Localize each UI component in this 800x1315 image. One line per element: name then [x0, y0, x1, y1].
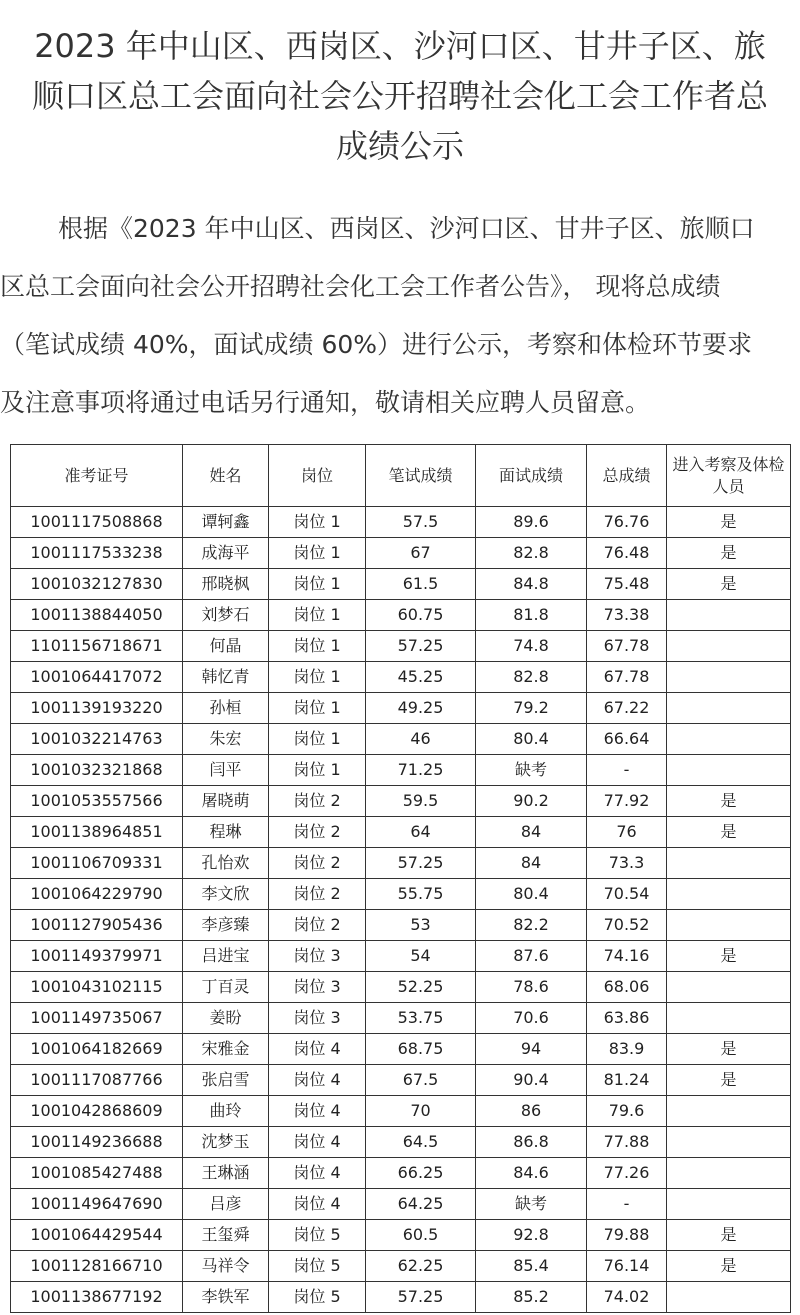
cell-exam-number: 1001085427488	[11, 1158, 183, 1189]
cell-exam-number: 1001149735067	[11, 1003, 183, 1034]
table-row	[11, 755, 791, 786]
cell-name: 张启雪	[183, 1065, 269, 1096]
paragraph-line: 区总工会面向社会公开招聘社会化工会工作者公告》， 现将总成绩	[0, 272, 721, 301]
cell-exam-number: 1001139193220	[11, 693, 183, 724]
cell-selected	[667, 600, 791, 631]
cell-position: 岗位 3	[269, 972, 366, 1003]
cell-position: 岗位 1	[269, 538, 366, 569]
cell-position: 岗位 3	[269, 1003, 366, 1034]
cell-name: 姜盼	[183, 1003, 269, 1034]
cell-total-score: 79.6	[587, 1096, 667, 1127]
cell-written-score: 45.25	[366, 662, 476, 693]
cell-interview-score: 82.8	[476, 662, 587, 693]
cell-interview-score: 82.2	[476, 910, 587, 941]
cell-name: 宋雅金	[183, 1034, 269, 1065]
cell-interview-score: 80.4	[476, 879, 587, 910]
cell-selected	[667, 972, 791, 1003]
cell-selected: 是	[667, 941, 791, 972]
cell-total-score: 68.06	[587, 972, 667, 1003]
cell-name: 何晶	[183, 631, 269, 662]
cell-total-score: 67.22	[587, 693, 667, 724]
title-line: 2023 年中山区、西岗区、沙河口区、甘井子区、旅	[34, 27, 766, 66]
cell-position: 岗位 4	[269, 1034, 366, 1065]
cell-written-score: 70	[366, 1096, 476, 1127]
cell-written-score: 49.25	[366, 693, 476, 724]
cell-position: 岗位 4	[269, 1065, 366, 1096]
cell-position: 岗位 1	[269, 755, 366, 786]
cell-written-score: 61.5	[366, 569, 476, 600]
cell-interview-score: 78.6	[476, 972, 587, 1003]
cell-position: 岗位 4	[269, 1189, 366, 1220]
table-row	[11, 631, 791, 662]
cell-total-score: 81.24	[587, 1065, 667, 1096]
cell-written-score: 66.25	[366, 1158, 476, 1189]
cell-position: 岗位 1	[269, 662, 366, 693]
document-title	[0, 21, 800, 171]
table-row	[11, 724, 791, 755]
cell-name: 吕进宝	[183, 941, 269, 972]
table-row	[11, 848, 791, 879]
table-body	[11, 507, 791, 1313]
cell-selected	[667, 1096, 791, 1127]
cell-written-score: 54	[366, 941, 476, 972]
intro-paragraph	[0, 200, 800, 432]
cell-position: 岗位 4	[269, 1096, 366, 1127]
cell-total-score: 76.14	[587, 1251, 667, 1282]
cell-selected: 是	[667, 817, 791, 848]
cell-interview-score: 86.8	[476, 1127, 587, 1158]
header-selected: 进入考察及体检人员	[667, 445, 791, 507]
cell-selected	[667, 1282, 791, 1313]
cell-exam-number: 1001043102115	[11, 972, 183, 1003]
cell-written-score: 57.25	[366, 1282, 476, 1313]
title-line: 顺口区总工会面向社会公开招聘社会化工会工作者总	[31, 77, 768, 116]
cell-interview-score: 缺考	[476, 1189, 587, 1220]
cell-name: 吕彦	[183, 1189, 269, 1220]
cell-interview-score: 94	[476, 1034, 587, 1065]
cell-selected	[667, 1189, 791, 1220]
cell-interview-score: 81.8	[476, 600, 587, 631]
cell-total-score: 74.16	[587, 941, 667, 972]
cell-interview-score: 86	[476, 1096, 587, 1127]
cell-total-score: 76	[587, 817, 667, 848]
table-row	[11, 507, 791, 538]
cell-interview-score: 85.4	[476, 1251, 587, 1282]
table-row	[11, 817, 791, 848]
cell-position: 岗位 5	[269, 1282, 366, 1313]
cell-written-score: 52.25	[366, 972, 476, 1003]
cell-selected	[667, 1127, 791, 1158]
cell-selected	[667, 910, 791, 941]
cell-selected	[667, 755, 791, 786]
header-position: 岗位	[269, 445, 366, 507]
cell-position: 岗位 4	[269, 1158, 366, 1189]
cell-interview-score: 84.8	[476, 569, 587, 600]
cell-selected: 是	[667, 1220, 791, 1251]
cell-written-score: 67	[366, 538, 476, 569]
cell-selected: 是	[667, 1251, 791, 1282]
table-row	[11, 786, 791, 817]
cell-name: 成海平	[183, 538, 269, 569]
cell-written-score: 59.5	[366, 786, 476, 817]
cell-position: 岗位 5	[269, 1251, 366, 1282]
header-written-score: 笔试成绩	[366, 445, 476, 507]
cell-written-score: 60.5	[366, 1220, 476, 1251]
cell-interview-score: 74.8	[476, 631, 587, 662]
cell-name: 李铁军	[183, 1282, 269, 1313]
cell-interview-score: 85.2	[476, 1282, 587, 1313]
table-row	[11, 662, 791, 693]
cell-selected: 是	[667, 1034, 791, 1065]
cell-name: 王玺舜	[183, 1220, 269, 1251]
cell-exam-number: 1001106709331	[11, 848, 183, 879]
cell-exam-number: 1001117508868	[11, 507, 183, 538]
cell-exam-number: 1101156718671	[11, 631, 183, 662]
cell-written-score: 64	[366, 817, 476, 848]
cell-exam-number: 1001127905436	[11, 910, 183, 941]
cell-position: 岗位 5	[269, 1220, 366, 1251]
cell-written-score: 64.25	[366, 1189, 476, 1220]
table-row	[11, 600, 791, 631]
table-row	[11, 1096, 791, 1127]
cell-name: 沈梦玉	[183, 1127, 269, 1158]
cell-written-score: 53.75	[366, 1003, 476, 1034]
cell-exam-number: 1001032214763	[11, 724, 183, 755]
cell-position: 岗位 2	[269, 848, 366, 879]
cell-exam-number: 1001064429544	[11, 1220, 183, 1251]
table-row	[11, 1189, 791, 1220]
cell-name: 李彦臻	[183, 910, 269, 941]
cell-interview-score: 缺考	[476, 755, 587, 786]
cell-interview-score: 70.6	[476, 1003, 587, 1034]
cell-position: 岗位 2	[269, 879, 366, 910]
header-total-score: 总成绩	[587, 445, 667, 507]
cell-total-score: 83.9	[587, 1034, 667, 1065]
cell-total-score: 70.54	[587, 879, 667, 910]
table-row	[11, 569, 791, 600]
cell-written-score: 55.75	[366, 879, 476, 910]
cell-position: 岗位 2	[269, 786, 366, 817]
cell-exam-number: 1001138964851	[11, 817, 183, 848]
cell-written-score: 64.5	[366, 1127, 476, 1158]
cell-total-score: 76.48	[587, 538, 667, 569]
cell-name: 孙桓	[183, 693, 269, 724]
cell-total-score: 76.76	[587, 507, 667, 538]
cell-name: 程琳	[183, 817, 269, 848]
table-row	[11, 910, 791, 941]
table-row	[11, 1003, 791, 1034]
header-name: 姓名	[183, 445, 269, 507]
cell-exam-number: 1001042868609	[11, 1096, 183, 1127]
cell-name: 孔怡欢	[183, 848, 269, 879]
header-exam-number: 准考证号	[11, 445, 183, 507]
cell-total-score: 73.3	[587, 848, 667, 879]
paragraph-line: 及注意事项将通过电话另行通知，敬请相关应聘人员留意。	[0, 388, 651, 417]
cell-name: 刘梦石	[183, 600, 269, 631]
cell-position: 岗位 1	[269, 569, 366, 600]
cell-name: 闫平	[183, 755, 269, 786]
cell-position: 岗位 1	[269, 631, 366, 662]
cell-total-score: 77.92	[587, 786, 667, 817]
cell-total-score: 75.48	[587, 569, 667, 600]
cell-written-score: 46	[366, 724, 476, 755]
cell-total-score: 63.86	[587, 1003, 667, 1034]
table-row	[11, 693, 791, 724]
cell-exam-number: 1001138844050	[11, 600, 183, 631]
cell-selected: 是	[667, 569, 791, 600]
cell-name: 王琳涵	[183, 1158, 269, 1189]
cell-written-score: 67.5	[366, 1065, 476, 1096]
cell-name: 韩忆青	[183, 662, 269, 693]
cell-name: 朱宏	[183, 724, 269, 755]
table-header-row	[11, 445, 791, 507]
cell-exam-number: 1001138677192	[11, 1282, 183, 1313]
cell-position: 岗位 1	[269, 507, 366, 538]
cell-position: 岗位 1	[269, 600, 366, 631]
cell-selected	[667, 724, 791, 755]
table-row	[11, 1251, 791, 1282]
table-row	[11, 1158, 791, 1189]
table-row	[11, 879, 791, 910]
cell-exam-number: 1001128166710	[11, 1251, 183, 1282]
table-row	[11, 972, 791, 1003]
cell-position: 岗位 1	[269, 724, 366, 755]
cell-exam-number: 1001149379971	[11, 941, 183, 972]
header-interview-score: 面试成绩	[476, 445, 587, 507]
table-row	[11, 1282, 791, 1313]
cell-total-score: 77.88	[587, 1127, 667, 1158]
cell-interview-score: 82.8	[476, 538, 587, 569]
cell-exam-number: 1001117087766	[11, 1065, 183, 1096]
cell-name: 谭轲鑫	[183, 507, 269, 538]
cell-interview-score: 84	[476, 848, 587, 879]
cell-written-score: 68.75	[366, 1034, 476, 1065]
table-row	[11, 538, 791, 569]
table-row	[11, 1220, 791, 1251]
cell-written-score: 53	[366, 910, 476, 941]
cell-exam-number: 1001053557566	[11, 786, 183, 817]
cell-position: 岗位 1	[269, 693, 366, 724]
cell-exam-number: 1001149647690	[11, 1189, 183, 1220]
cell-selected	[667, 631, 791, 662]
cell-name: 马祥令	[183, 1251, 269, 1282]
table-row	[11, 1065, 791, 1096]
cell-written-score: 62.25	[366, 1251, 476, 1282]
table-row	[11, 1034, 791, 1065]
cell-written-score: 57.25	[366, 631, 476, 662]
cell-position: 岗位 2	[269, 910, 366, 941]
cell-exam-number: 1001032127830	[11, 569, 183, 600]
table-row	[11, 941, 791, 972]
cell-written-score: 57.25	[366, 848, 476, 879]
cell-selected: 是	[667, 507, 791, 538]
cell-total-score: 70.52	[587, 910, 667, 941]
cell-interview-score: 79.2	[476, 693, 587, 724]
cell-selected	[667, 1003, 791, 1034]
cell-interview-score: 90.2	[476, 786, 587, 817]
cell-selected: 是	[667, 538, 791, 569]
cell-exam-number: 1001117533238	[11, 538, 183, 569]
cell-selected	[667, 662, 791, 693]
cell-total-score: 67.78	[587, 662, 667, 693]
cell-interview-score: 84	[476, 817, 587, 848]
cell-written-score: 71.25	[366, 755, 476, 786]
cell-total-score: 77.26	[587, 1158, 667, 1189]
table-row	[11, 1127, 791, 1158]
cell-total-score: 66.64	[587, 724, 667, 755]
title-line: 成绩公示	[335, 127, 464, 166]
paragraph-line: 根据《2023 年中山区、西岗区、沙河口区、甘井子区、旅顺口	[58, 214, 755, 243]
score-table	[10, 444, 791, 1313]
cell-interview-score: 89.6	[476, 507, 587, 538]
cell-total-score: 74.02	[587, 1282, 667, 1313]
cell-selected	[667, 693, 791, 724]
cell-written-score: 57.5	[366, 507, 476, 538]
cell-written-score: 60.75	[366, 600, 476, 631]
cell-exam-number: 1001064182669	[11, 1034, 183, 1065]
cell-selected: 是	[667, 1065, 791, 1096]
cell-interview-score: 84.6	[476, 1158, 587, 1189]
cell-position: 岗位 2	[269, 817, 366, 848]
cell-exam-number: 1001064417072	[11, 662, 183, 693]
cell-total-score: 79.88	[587, 1220, 667, 1251]
cell-name: 丁百灵	[183, 972, 269, 1003]
cell-position: 岗位 3	[269, 941, 366, 972]
cell-interview-score: 90.4	[476, 1065, 587, 1096]
cell-interview-score: 80.4	[476, 724, 587, 755]
cell-name: 曲玲	[183, 1096, 269, 1127]
paragraph-line: （笔试成绩 40%，面试成绩 60%）进行公示，考察和体检环节要求	[0, 330, 753, 359]
cell-total-score: -	[587, 1189, 667, 1220]
cell-name: 李文欣	[183, 879, 269, 910]
cell-interview-score: 92.8	[476, 1220, 587, 1251]
cell-selected: 是	[667, 786, 791, 817]
cell-selected	[667, 1158, 791, 1189]
cell-selected	[667, 848, 791, 879]
cell-total-score: 67.78	[587, 631, 667, 662]
cell-name: 屠晓萌	[183, 786, 269, 817]
cell-total-score: -	[587, 755, 667, 786]
cell-selected	[667, 879, 791, 910]
cell-exam-number: 1001149236688	[11, 1127, 183, 1158]
cell-position: 岗位 4	[269, 1127, 366, 1158]
cell-exam-number: 1001064229790	[11, 879, 183, 910]
cell-exam-number: 1001032321868	[11, 755, 183, 786]
cell-name: 邢晓枫	[183, 569, 269, 600]
cell-total-score: 73.38	[587, 600, 667, 631]
cell-interview-score: 87.6	[476, 941, 587, 972]
